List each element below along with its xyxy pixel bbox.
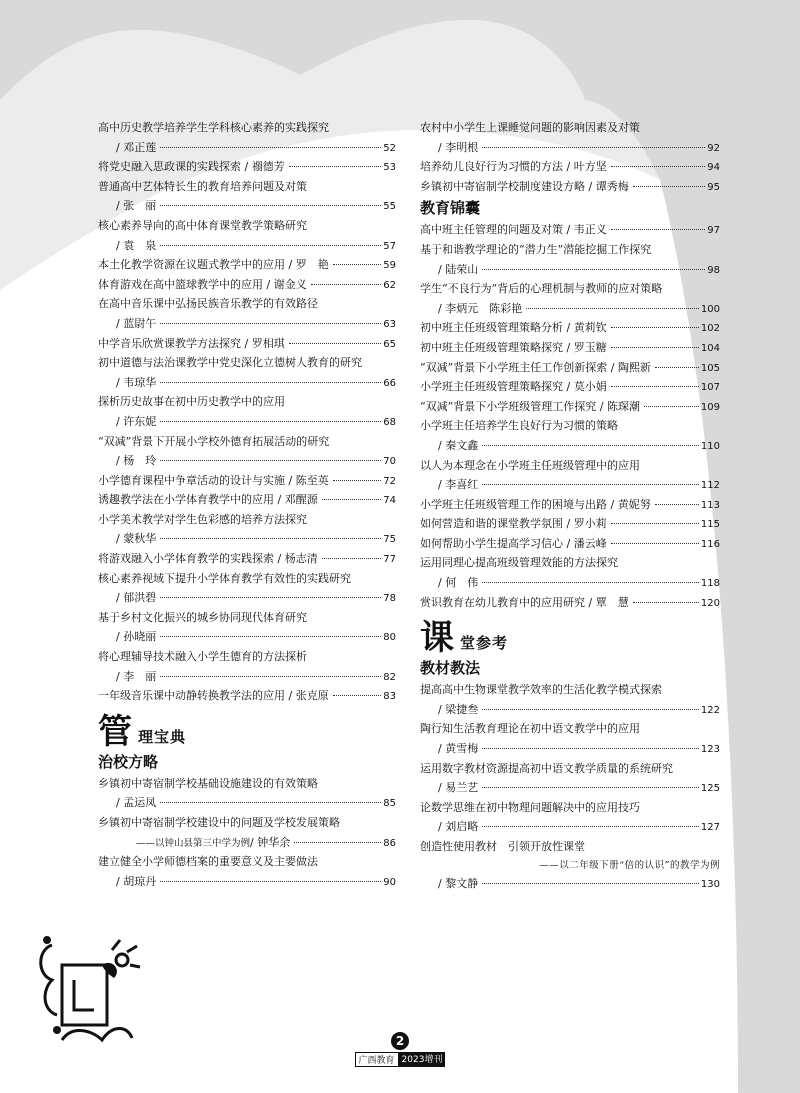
- toc-entry[interactable]: [420, 495, 720, 515]
- toc-entry-row: [420, 573, 720, 593]
- toc-entry-row: [98, 451, 396, 471]
- toc-entry[interactable]: [420, 593, 720, 613]
- toc-entry[interactable]: [420, 416, 720, 455]
- toc-entry-author: / 蓝尉午: [116, 316, 157, 330]
- decorative-corner-ornament-icon: [32, 930, 142, 1050]
- journal-label: [354, 1052, 446, 1067]
- toc-entry-row: [98, 138, 396, 158]
- toc-entry-author: / 李喜红: [438, 478, 479, 492]
- toc-entry-row: [420, 377, 720, 397]
- toc-entry-title: 高中历史教学培养学生学科核心素养的实践探究: [98, 121, 329, 134]
- toc-entry[interactable]: [420, 118, 720, 157]
- toc-left-column: [98, 118, 396, 891]
- dot-leader: [322, 499, 382, 500]
- toc-entry-author: / 陆荣山: [438, 262, 479, 276]
- toc-entry[interactable]: [420, 279, 720, 318]
- toc-entry-row: [420, 177, 720, 197]
- section-heading: [420, 616, 720, 659]
- page-ref: 98: [707, 264, 720, 276]
- dot-leader: [611, 229, 706, 230]
- journal-issue: 2023增刊: [399, 1052, 446, 1067]
- toc-entry-row: [420, 739, 720, 759]
- dot-leader: [160, 147, 381, 148]
- toc-entry-author: / 许东妮: [116, 414, 157, 428]
- page-ref: 92: [707, 142, 720, 154]
- toc-entry-title-row: [98, 608, 396, 628]
- toc-entry-row: [420, 514, 720, 534]
- page-ref: 127: [700, 822, 720, 834]
- section-heading-rest: 堂参考: [460, 634, 509, 653]
- toc-entry-title: “双减”背景下开展小学校外德育拓展活动的研究: [98, 434, 330, 448]
- toc-entry-row: [98, 667, 396, 687]
- toc-entry[interactable]: [420, 719, 720, 758]
- toc-entry-author: / 孙晓丽: [116, 630, 157, 644]
- toc-entry-title: 体育游戏在高中篮球教学中的应用 / 谢金义: [98, 277, 307, 291]
- section-heading: [98, 710, 396, 750]
- dot-leader: [611, 523, 699, 524]
- toc-entry-title: 基于乡村文化振兴的城乡协同现代体育研究: [98, 610, 307, 624]
- toc-entry-title-row: [98, 647, 396, 667]
- section-heading-rest: 理宝典: [138, 727, 187, 746]
- toc-entry-title-row: [98, 569, 396, 589]
- page-ref: 90: [383, 876, 396, 888]
- toc-entry[interactable]: [98, 510, 396, 549]
- toc-entry[interactable]: [420, 338, 720, 358]
- toc-entry-row: [98, 872, 396, 892]
- section-heading-initial: 课: [420, 618, 454, 659]
- toc-entry-author: / 钟华余: [250, 835, 291, 849]
- toc-entry-title: 提高高中生物课堂教学效率的生活化教学模式探索: [420, 683, 662, 697]
- toc-entry-title-row: [98, 813, 396, 833]
- toc-entry-title: 小学班主任班级管理策略探究 / 莫小娟: [420, 380, 607, 394]
- dot-leader: [482, 748, 699, 749]
- toc-entry-title-row: [98, 294, 396, 314]
- page-ref: 95: [707, 181, 720, 193]
- page-ref: 100: [700, 303, 720, 315]
- toc-entry[interactable]: [420, 177, 720, 197]
- toc-entry-row: [420, 817, 720, 837]
- dot-leader: [482, 883, 699, 884]
- dot-leader: [160, 323, 381, 324]
- toc-entry-subtitle-row: [420, 857, 720, 874]
- toc-entry-title: 普通高中艺体特长生的教育培养问题及对策: [98, 179, 307, 193]
- toc-entry-row: [420, 436, 720, 456]
- toc-entry-author: / 刘启略: [438, 820, 479, 834]
- toc-entry-title-row: [98, 118, 396, 138]
- toc-entry-title: 探析历史故事在初中历史教学中的应用: [98, 395, 285, 409]
- toc-entry-title: 将心理辅导技术融入小学生德育的方法探析: [98, 650, 307, 664]
- toc-entry-title: 基于和谐教学理论的“潜力生”潜能挖掘工作探究: [420, 242, 652, 256]
- toc-entry-row: [98, 793, 396, 813]
- toc-entry-row: [98, 588, 396, 608]
- toc-entry-row: [98, 490, 396, 510]
- page-ref: 118: [700, 578, 720, 590]
- toc-entry-row: [98, 833, 396, 853]
- toc-entry-title: 核心素养导向的高中体育课堂教学策略研究: [98, 218, 307, 232]
- dot-leader: [289, 343, 382, 344]
- toc-entry-title-row: [98, 432, 396, 452]
- page-ref: 123: [700, 744, 720, 756]
- toc-entry-title: 高中班主任管理的问题及对策 / 韦正义: [420, 223, 607, 237]
- toc-entry-author: / 黄雪梅: [438, 742, 479, 756]
- toc-entry[interactable]: [98, 647, 396, 686]
- toc-entry-title-row: [420, 118, 720, 138]
- toc-entry[interactable]: [420, 514, 720, 534]
- toc-entry[interactable]: [420, 553, 720, 592]
- dot-leader: [294, 842, 381, 843]
- toc-entry-title-row: [420, 416, 720, 436]
- toc-entry-title-row: [98, 353, 396, 373]
- toc-entry-title: 初中道德与法治课教学中党史深化立德树人教育的研究: [98, 356, 362, 370]
- toc-entry-subtitle: ——以钟山县第三中学为例: [136, 837, 251, 849]
- toc-entry[interactable]: [98, 216, 396, 255]
- toc-entry-title-row: [98, 510, 396, 530]
- toc-entry-title: 运用同理心提高班级管理效能的方法探究: [420, 556, 618, 570]
- toc-entry[interactable]: [98, 774, 396, 813]
- toc-entry-title-row: [98, 177, 396, 197]
- toc-entry-author: / 梁捷叁: [438, 702, 479, 716]
- toc-entry-title: 培养幼儿良好行为习惯的方法 / 叶方坚: [420, 160, 607, 174]
- dot-leader: [160, 881, 381, 882]
- toc-entry-title: 诱趣教学法在小学体育教学中的应用 / 邓醒源: [98, 493, 318, 507]
- page-ref: 77: [383, 554, 396, 566]
- toc-entry[interactable]: [420, 318, 720, 338]
- page-ref: 115: [700, 519, 720, 531]
- dot-leader: [482, 787, 699, 788]
- toc-entry[interactable]: [420, 358, 720, 378]
- page-ref: 97: [707, 225, 720, 237]
- toc-entry-title: 建立健全小学师德档案的重要意义及主要做法: [98, 855, 318, 869]
- dot-leader: [160, 421, 381, 422]
- dot-leader: [289, 166, 382, 167]
- toc-entry-author: / 邓正莲: [116, 140, 157, 154]
- toc-entry-title: 小学德育课程中争章活动的设计与实施 / 陈至英: [98, 473, 329, 487]
- toc-entry-row: [98, 314, 396, 334]
- toc-entry[interactable]: [98, 471, 396, 491]
- dot-leader: [311, 284, 382, 285]
- toc-entry-row: [98, 412, 396, 432]
- dot-leader: [655, 367, 699, 368]
- subsection-heading: 教材教法: [420, 659, 481, 678]
- toc-entry[interactable]: [420, 798, 720, 837]
- toc-entry-row: [420, 397, 720, 417]
- section-heading-initial: 管: [98, 711, 132, 752]
- toc-entry[interactable]: [98, 549, 396, 569]
- toc-entry-row: [98, 627, 396, 647]
- page-ref: 122: [700, 704, 720, 716]
- toc-entry-author: / 李炳元 陈彩艳: [438, 301, 523, 315]
- toc-entry-row: [420, 157, 720, 177]
- dot-leader: [611, 386, 699, 387]
- page-ref: 62: [383, 279, 396, 291]
- page-ref: 78: [383, 593, 396, 605]
- toc-entry[interactable]: [98, 392, 396, 431]
- page-ref: 102: [700, 323, 720, 335]
- toc-entry-row: [98, 275, 396, 295]
- toc-entry[interactable]: [98, 432, 396, 471]
- toc-entry-title: 初中班主任班级管理策略分析 / 黄莉钦: [420, 321, 607, 335]
- toc-entry[interactable]: [98, 852, 396, 891]
- toc-entry-author: / 袁 泉: [116, 238, 157, 252]
- toc-entry[interactable]: [420, 240, 720, 279]
- page-number: 2: [391, 1032, 409, 1050]
- page-ref: 63: [383, 318, 396, 330]
- toc-entry-author: / 孟运凤: [116, 796, 157, 810]
- toc-entry-title: 创造性使用教材 引领开放性课堂: [420, 840, 585, 853]
- toc-entry-row: [420, 700, 720, 720]
- page-ref: 105: [700, 362, 720, 374]
- toc-entry[interactable]: [98, 294, 396, 333]
- toc-entry-title: 赏识教育在幼儿教育中的应用研究 / 覃 慧: [420, 595, 629, 609]
- toc-entry-row: [420, 318, 720, 338]
- page-ref: 59: [383, 260, 396, 272]
- dot-leader: [160, 205, 381, 206]
- dot-leader: [160, 538, 381, 539]
- toc-entry-row: [420, 534, 720, 554]
- toc-entry-row: [420, 778, 720, 798]
- dot-leader: [333, 264, 382, 265]
- toc-entry-title: 一年级音乐课中动静转换教学法的应用 / 张克原: [98, 689, 329, 703]
- toc-entry-row: [420, 593, 720, 613]
- toc-entry-row: [98, 686, 396, 706]
- dot-leader: [333, 695, 382, 696]
- toc-entry[interactable]: [420, 456, 720, 495]
- page-ref: 94: [707, 162, 720, 174]
- toc-entry-title: 论数学思维在初中物理问题解决中的应用技巧: [420, 800, 640, 814]
- toc-entry-title: 将党史融入思政课的实践探索 / 禤德芳: [98, 160, 285, 174]
- toc-entry[interactable]: [420, 534, 720, 554]
- page-ref: 80: [383, 632, 396, 644]
- dot-leader: [482, 445, 699, 446]
- toc-entry-row: [98, 529, 396, 549]
- page-ref: 82: [383, 671, 396, 683]
- page-ref: 55: [383, 201, 396, 213]
- dot-leader: [611, 327, 699, 328]
- dot-leader: [655, 504, 699, 505]
- page-ref: 112: [700, 480, 720, 492]
- toc-entry-title-row: [98, 216, 396, 236]
- toc-entry-title: 农村中小学生上课睡觉问题的影响因素及对策: [420, 121, 640, 134]
- dot-leader: [322, 558, 382, 559]
- toc-entry-author: / 蒙秋华: [116, 532, 157, 546]
- page-footer: [354, 1030, 446, 1067]
- page-ref: 113: [700, 499, 720, 511]
- toc-entry[interactable]: [420, 157, 720, 177]
- toc-entry-title: “双减”背景下小学班主任工作创新探索 / 陶熙新: [420, 360, 651, 374]
- toc-entry[interactable]: [98, 334, 396, 354]
- toc-entry-row: [420, 138, 720, 158]
- toc-entry-title: “双减”背景下小学班级管理工作探究 / 陈琛潮: [420, 399, 640, 413]
- toc-entry-title: 乡镇初中寄宿制学校制度建设方略 / 谭秀梅: [420, 179, 629, 193]
- toc-entry[interactable]: [98, 608, 396, 647]
- dot-leader: [633, 602, 699, 603]
- toc-entry-title-row: [420, 759, 720, 779]
- toc-entry-title-row: [420, 240, 720, 260]
- toc-entry-row: [98, 236, 396, 256]
- page-ref: 83: [383, 691, 396, 703]
- dot-leader: [160, 636, 381, 637]
- dot-leader: [611, 166, 706, 167]
- subsection-heading: 治校方略: [98, 752, 159, 771]
- toc-entry-title: 以人为本理念在小学班主任班级管理中的应用: [420, 458, 640, 472]
- toc-entry-author: / 黎文静: [438, 876, 479, 890]
- page-ref: 74: [383, 495, 396, 507]
- toc-entry-title: 本土化教学资源在议题式教学中的应用 / 罗 艳: [98, 258, 329, 272]
- toc-entry-row: [420, 475, 720, 495]
- page-ref: 125: [700, 783, 720, 795]
- toc-entry[interactable]: [98, 813, 396, 852]
- dot-leader: [160, 382, 381, 383]
- toc-entry-author: / 胡琼丹: [116, 874, 157, 888]
- toc-entry[interactable]: [420, 759, 720, 798]
- page-ref: 53: [383, 162, 396, 174]
- page-ref: 130: [700, 878, 720, 890]
- toc-entry[interactable]: [98, 275, 396, 295]
- toc-entry-title: 乡镇初中寄宿制学校建设中的问题及学校发展策略: [98, 816, 340, 829]
- toc-entry-row: [98, 157, 396, 177]
- toc-entry-row: [98, 334, 396, 354]
- dot-leader: [611, 543, 699, 544]
- toc-entry-row: [98, 471, 396, 491]
- toc-entry-title: 小学美术教学对学生色彩感的培养方法探究: [98, 512, 307, 526]
- page-ref: 75: [383, 534, 396, 546]
- toc-entry-row: [420, 220, 720, 240]
- toc-entry-title-row: [420, 680, 720, 700]
- toc-entry-row: [420, 299, 720, 319]
- dot-leader: [611, 347, 699, 348]
- page-ref: 110: [700, 440, 720, 452]
- toc-entry-title: 核心素养视域下提升小学体育教学有效性的实践研究: [98, 571, 351, 585]
- toc-entry-author: / 何 伟: [438, 576, 479, 590]
- toc-entry-title: 在高中音乐课中弘扬民族音乐教学的有效路径: [98, 297, 318, 311]
- dot-leader: [482, 484, 699, 485]
- toc-entry-title-row: [98, 392, 396, 412]
- toc-entry[interactable]: [98, 177, 396, 216]
- toc-entry[interactable]: [420, 397, 720, 417]
- toc-entry-row: [98, 549, 396, 569]
- toc-entry-title: 运用数字教材资源提高初中语文教学质量的系统研究: [420, 761, 673, 775]
- journal-name: 广西教育: [355, 1052, 399, 1067]
- dot-leader: [482, 269, 705, 270]
- toc-entry-author: / 张 丽: [116, 199, 157, 213]
- dot-leader: [482, 709, 699, 710]
- dot-leader: [644, 406, 699, 407]
- toc-entry[interactable]: [98, 255, 396, 275]
- toc-entry-title-row: [420, 837, 720, 857]
- toc-entry-author: / 李 丽: [116, 669, 157, 683]
- dot-leader: [482, 582, 699, 583]
- toc-entry-title: 小学班主任培养学生良好行为习惯的策略: [420, 419, 618, 433]
- page-ref: 65: [383, 338, 396, 350]
- toc-entry-row: [420, 338, 720, 358]
- toc-entry[interactable]: [98, 157, 396, 177]
- dot-leader: [160, 245, 381, 246]
- dot-leader: [160, 802, 381, 803]
- toc-entry-title: 乡镇初中寄宿制学校基础设施建设的有效策略: [98, 776, 318, 790]
- dot-leader: [160, 597, 381, 598]
- page-ref: 85: [383, 798, 396, 810]
- page-ref: 72: [383, 475, 396, 487]
- toc-entry-title: 中学音乐欣赏课教学方法探究 / 罗相琪: [98, 336, 285, 350]
- toc-entry-title-row: [98, 852, 396, 872]
- toc-entry[interactable]: [420, 680, 720, 719]
- toc-entry-title: 将游戏融入小学体育教学的实践探索 / 杨志清: [98, 552, 318, 566]
- toc-entry-row: [420, 874, 720, 894]
- page-ref: 52: [383, 142, 396, 154]
- toc-entry-author: / 杨 玲: [116, 454, 157, 468]
- toc-entry-title: 陶行知生活教育理论在初中语文教学中的应用: [420, 722, 640, 736]
- page-ref: 66: [383, 377, 396, 389]
- toc-entry[interactable]: [420, 837, 720, 893]
- toc-entry-title: 学生“不良行为”背后的心理机制与教师的应对策略: [420, 282, 663, 296]
- toc-entry-row: [98, 196, 396, 216]
- toc-entry[interactable]: [98, 353, 396, 392]
- page-ref: 107: [700, 382, 720, 394]
- toc-entry-title: 如何营造和谐的课堂教学氛围 / 罗小莉: [420, 517, 607, 531]
- toc-entry[interactable]: [98, 118, 396, 157]
- toc-entry-row: [420, 260, 720, 280]
- subsection-heading: 教育锦囊: [420, 199, 481, 218]
- page-ref: 109: [700, 401, 720, 413]
- toc-entry-author: / 韦琼华: [116, 375, 157, 389]
- toc-entry-title-row: [420, 279, 720, 299]
- toc-entry-title-row: [420, 719, 720, 739]
- toc-entry-row: [98, 255, 396, 275]
- toc-entry-title: 初中班主任班级管理策略探究 / 罗玉糖: [420, 340, 607, 354]
- page-ref: 70: [383, 456, 396, 468]
- page-ref: 116: [700, 538, 720, 550]
- page-ref: 86: [383, 837, 396, 849]
- toc-entry-title: 小学班主任班级管理工作的困境与出路 / 黄妮努: [420, 497, 651, 511]
- toc-entry-author: / 易兰艺: [438, 781, 479, 795]
- toc-entry-author: / 郁洪碧: [116, 591, 157, 605]
- toc-entry-row: [420, 495, 720, 515]
- toc-right-column: [420, 118, 720, 893]
- toc-entry[interactable]: [420, 377, 720, 397]
- dot-leader: [160, 676, 381, 677]
- page-ref: 68: [383, 416, 396, 428]
- toc-entry-title-row: [420, 553, 720, 573]
- page-ref: 120: [700, 597, 720, 609]
- toc-entry[interactable]: [98, 490, 396, 510]
- toc-entry-row: [98, 373, 396, 393]
- dot-leader: [633, 186, 706, 187]
- toc-entry-row: [420, 358, 720, 378]
- toc-entry[interactable]: [98, 686, 396, 706]
- toc-entry[interactable]: [420, 220, 720, 240]
- toc-entry-title: 如何帮助小学生提高学习信心 / 潘云峰: [420, 536, 607, 550]
- dot-leader: [526, 308, 699, 309]
- toc-entry[interactable]: [98, 569, 396, 608]
- dot-leader: [333, 480, 382, 481]
- toc-entry-title-row: [420, 798, 720, 818]
- toc-entry-author: / 秦文鑫: [438, 438, 479, 452]
- dot-leader: [482, 147, 705, 148]
- page-ref: 104: [700, 342, 720, 354]
- toc-entry-title-row: [420, 456, 720, 476]
- dot-leader: [482, 826, 699, 827]
- toc-entry-title-row: [98, 774, 396, 794]
- toc-entry-author: / 李明根: [438, 140, 479, 154]
- dot-leader: [160, 460, 381, 461]
- page-ref: 57: [383, 240, 396, 252]
- toc-entry-subtitle: ——以二年级下册“倍的认识”的教学为例: [539, 859, 720, 871]
